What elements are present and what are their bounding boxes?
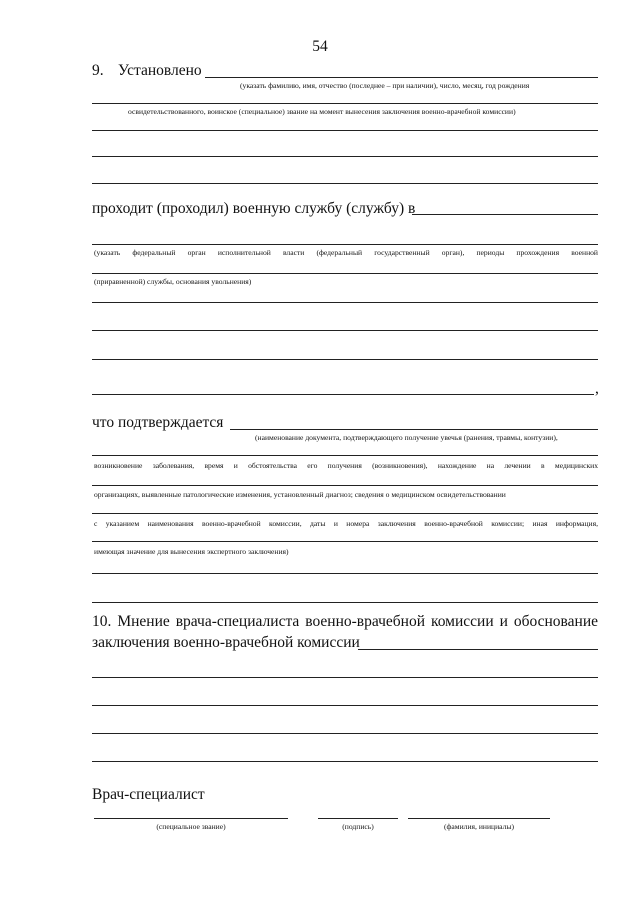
service-field-line-4[interactable]	[92, 302, 598, 303]
established-field-line-2[interactable]	[92, 103, 598, 104]
established-field-line-4[interactable]	[92, 156, 598, 157]
confirm-field[interactable]	[230, 429, 598, 430]
opinion-field-line-5[interactable]	[92, 761, 598, 762]
service-field-line-3[interactable]	[92, 273, 598, 274]
signature-title: Врач-специалист	[92, 786, 205, 803]
established-field-line-3[interactable]	[92, 130, 598, 131]
section9-number: 9.	[92, 62, 104, 79]
opinion-field-line-2[interactable]	[92, 677, 598, 678]
confirm-label: что подтверждается	[92, 414, 224, 431]
service-label: проходит (проходил) военную службу (службу) в	[92, 200, 416, 217]
confirm-hint-2: возникновение заболевания, время и обстоятельства его получения (возникновения), нахождение на лечении в медицинских	[94, 461, 598, 470]
established-field-line-5[interactable]	[92, 183, 598, 184]
confirm-field-line-4[interactable]	[92, 513, 598, 514]
service-field-line-7[interactable]	[92, 394, 594, 395]
confirm-field-line-5[interactable]	[92, 541, 598, 542]
established-hint-1: (указать фамилию, имя, отчество (последнее – при наличии), число, месяц, год рождения	[240, 81, 530, 90]
confirm-hint-5: имеющая значение для вынесения экспертного заключения)	[94, 547, 289, 556]
confirm-field-line-2[interactable]	[92, 455, 598, 456]
section10-heading: 10. Мнение врача-специалиста военно-врачебной комиссии и обоснование	[92, 613, 598, 630]
confirm-hint-3: организациях, выявленные патологические изменения, установленный диагноз; сведения о медицинском освидетельствовании	[94, 490, 506, 499]
service-field-line-6[interactable]	[92, 359, 598, 360]
opinion-field-line-4[interactable]	[92, 733, 598, 734]
service-field-line-5[interactable]	[92, 330, 598, 331]
established-field[interactable]	[205, 77, 598, 78]
service-hint-1: (указать федеральный орган исполнительной власти (федеральный государственный орган), периоды прохождения военной	[94, 248, 598, 257]
signature-field[interactable]	[318, 818, 398, 819]
opinion-field-line-3[interactable]	[92, 705, 598, 706]
rank-field[interactable]	[94, 818, 288, 819]
sign-hint: (подпись)	[342, 822, 374, 831]
section10-heading-line-2: заключения военно-врачебной комиссии	[92, 634, 360, 651]
rank-hint: (специальное звание)	[156, 822, 226, 831]
confirm-field-line-7[interactable]	[92, 602, 598, 603]
name-field[interactable]	[408, 818, 550, 819]
confirm-hint-4: с указанием наименования военно-врачебной комиссии, даты и номера заключения военно-врачебной комиссии; иная информация,	[94, 519, 598, 528]
name-hint: (фамилия, инициалы)	[443, 822, 514, 831]
established-hint-2: освидетельствованного, воинское (специальное) звание на момент вынесения заключения военно-врачебной комиссии)	[128, 107, 516, 116]
service-hint-2: (приравненной) службы, основания увольнения)	[94, 277, 252, 286]
confirm-hint-1: (наименование документа, подтверждающего получение увечья (ранения, травмы, контузии),	[255, 433, 558, 442]
confirm-field-line-3[interactable]	[92, 485, 598, 486]
section9-label: Установлено	[118, 62, 202, 79]
service-field-line-2[interactable]	[92, 244, 598, 245]
service-comma: ,	[595, 380, 599, 397]
service-field[interactable]	[412, 214, 598, 215]
opinion-field[interactable]	[358, 649, 598, 650]
page-number: 54	[312, 38, 328, 55]
confirm-field-line-6[interactable]	[92, 573, 598, 574]
